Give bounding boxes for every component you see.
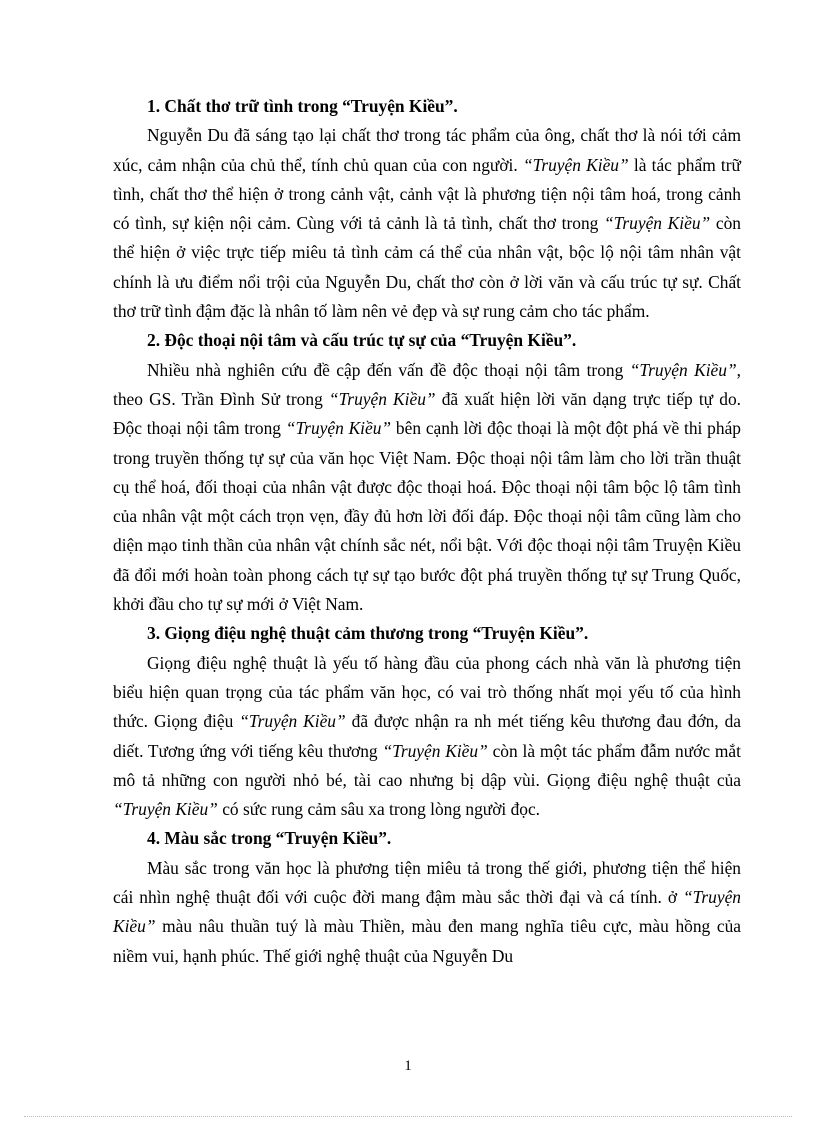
text-run: màu nâu thuần tuý là màu Thiền, màu đen mang nghĩa tiêu cực, màu hồng của niềm vui, hạnh phúc. Thế giới nghệ thuật của Nguyễn Du: [113, 916, 741, 966]
text-run: bên cạnh lời độc thoại là một đột phá về thi pháp trong truyền thống tự sự của văn học Việt Nam. Độc thoại nội tâm làm cho lời trần thuật cụ thể hoá, đối thoại của nhân vật được độc thoại hoá. Độc thoại nội tâm bộc lộ tâm tình của nhân vật một cách trọn vẹn, đầy đủ hơn lời đối đáp. Độc thoại nội tâm cũng làm cho diện mạo tinh thần của nhân vật chính sắc nét, nổi bật. Với độc thoại nội tâm Truyện Kiều đã đổi mới hoàn toàn phong cách tự sự tạo bước đột phá truyền thống tự sự Trung Quốc, khởi đầu cho tự sự mới ở Việt Nam.: [113, 418, 741, 615]
section-1-paragraph: [113, 121, 741, 326]
text-run: đã xuất hiện lời văn dạng trực tiếp tự do. Độc thoại nội tâm trong: [113, 388, 741, 439]
text-run: còn là một tác phẩm đẫm nước mắt mô tả những con người nhỏ bé, tài cao nhưng bị dập vùi. Giọng điệu nghệ thuật của: [113, 740, 741, 790]
section-1-heading: 1. Chất thơ trữ tình trong “Truyện Kiều”.: [147, 96, 458, 116]
text-run: còn thể hiện ở việc trực tiếp miêu tả tình cảm cá thể của nhân vật, bộc lộ nội tâm nhân vật chính là ưu điểm nổi trội của Nguyễn Du, chất thơ còn ở lời văn và cấu trúc tự sự. Chất thơ trữ tình đậm đặc là nhân tố làm nên vẻ đẹp và sự rung cảm cho tác phẩm.: [113, 213, 741, 322]
section-4-paragraph: [113, 854, 741, 971]
section-3-heading: 3. Giọng điệu nghệ thuật cảm thương trong “Truyện Kiều”.: [147, 623, 589, 644]
page-bottom-divider: [24, 1116, 792, 1117]
section-4-heading: 4. Màu sắc trong “Truyện Kiều”.: [147, 828, 392, 849]
italic-title: “Truyện Kiều”: [382, 740, 488, 761]
italic-title: “Truyện Kiều”: [604, 213, 711, 234]
page-number: 1: [404, 1058, 412, 1074]
text-run: Nguyễn Du đã sáng tạo lại chất thơ trong tác phẩm của ông, chất thơ là nói tới cảm xúc, cảm nhận của chủ thể, tính chủ quan của con người.: [113, 125, 741, 175]
italic-title: “Truyện Kiều”: [629, 359, 737, 380]
text-run: có sức rung cảm sâu xa trong lòng người đọc.: [217, 799, 541, 820]
text-run: , theo GS. Trần Đình Sử trong: [113, 359, 741, 409]
text-run: Giọng điệu nghệ thuật là yếu tố hàng đầu của phong cách nhà văn là phương tiện biểu hiện quan trọng của tác phẩm văn học, có vai trò thống nhất mọi yếu tố của hình thức. Giọng điệu: [113, 652, 741, 732]
italic-title: “Truyện Kiều”: [239, 711, 346, 732]
text-run: Nhiều nhà nghiên cứu đề cập đến vấn đề độc thoại nội tâm trong: [147, 359, 630, 380]
text-run: đã được nhận ra nh mét tiếng kêu thương đau đớn, da diết. Tương ứng với tiếng kêu thương: [113, 711, 741, 761]
document-body: [113, 92, 741, 971]
italic-title: “Truyện Kiều”: [113, 887, 741, 937]
section-2-paragraph: [113, 356, 741, 620]
section-3-paragraph: [113, 649, 741, 825]
italic-title: “Truyện Kiều”: [522, 154, 629, 175]
text-run: là tác phẩm trữ tình, chất thơ thể hiện ở trong cảnh vật, cảnh vật là phương tiện nội tâm hoá, trong cảnh có tình, sự kiện nội cảm. Cùng với tả cảnh là tả tình, chất thơ trong: [113, 154, 741, 234]
italic-title: “Truyện Kiều”: [113, 799, 218, 820]
italic-title: “Truyện Kiều”: [285, 418, 392, 439]
italic-title: “Truyện Kiều”: [328, 388, 436, 409]
text-run: Màu sắc trong văn học là phương tiện miêu tả trong thế giới, phương tiện thể hiện cái nhìn nghệ thuật đối với cuộc đời mang đậm màu sắc thời đại và cá tính. ở: [113, 857, 741, 908]
section-2-heading: 2. Độc thoại nội tâm và cấu trúc tự sự của “Truyện Kiều”.: [147, 330, 577, 351]
